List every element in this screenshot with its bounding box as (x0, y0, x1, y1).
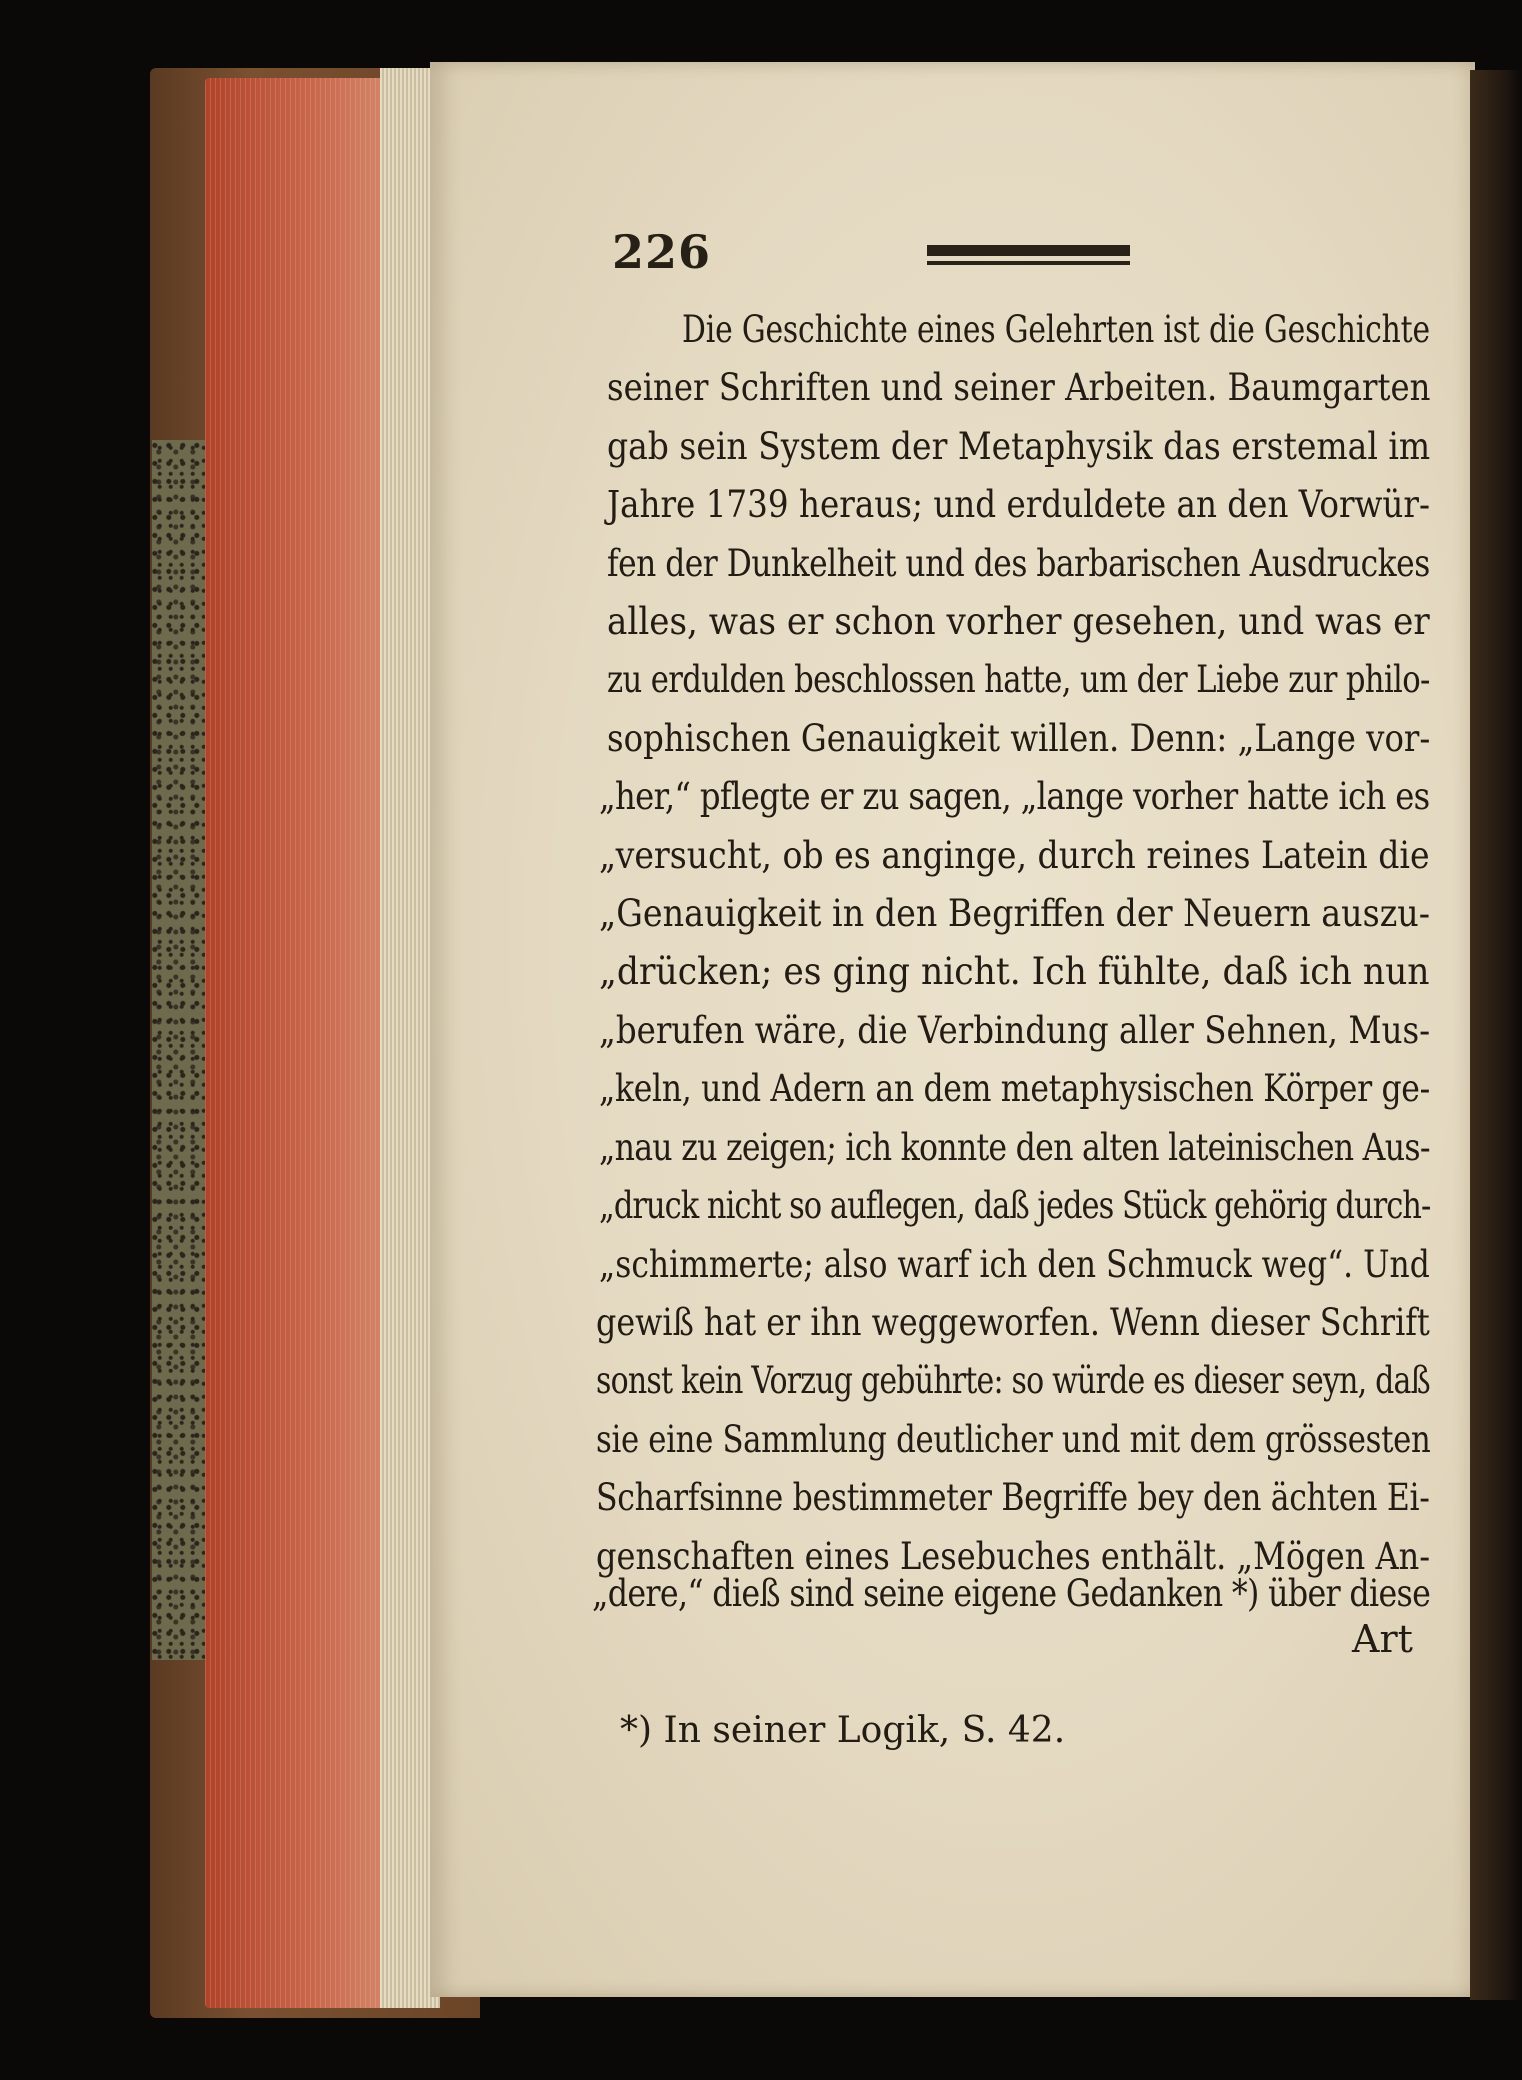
text-line: fen der Dunkelheit und des barbarischen Ausdruckes (607, 541, 1430, 585)
text-line: Scharfsinne bestimmeter Begriffe bey den ächten Ei- (596, 1475, 1430, 1519)
text-line: „nau zu zeigen; ich konnte den alten lateinischen Aus- (599, 1125, 1430, 1169)
text-line: „Genauigkeit in den Begriffen der Neuern auszu- (599, 891, 1431, 935)
text-line: gab sein System der Metaphysik das erstemal im (607, 424, 1431, 468)
text-line: „druck nicht so auflegen, daß jedes Stück gehörig durch- (599, 1183, 1431, 1227)
text-line: „schimmerte; also warf ich den Schmuck weg“. Und (599, 1242, 1430, 1286)
text-line: „drücken; es ging nicht. Ich fühlte, daß ich nun (599, 949, 1430, 993)
text-line: „her,“ pflegte er zu sagen, „lange vorher hatte ich es (599, 774, 1430, 818)
text-line: sophischen Genauigkeit willen. Denn: „Lange vor- (607, 716, 1431, 760)
text-line: alles, was er schon vorher gesehen, und was er (607, 599, 1430, 643)
footnote: *) In seiner Logik, S. 42. (620, 1710, 1066, 1751)
catchword: Art (1352, 1617, 1413, 1661)
page-number: 226 (612, 225, 712, 279)
text-line: „dere,“ dieß sind seine eigene Gedanken *) über diese (592, 1571, 1431, 1615)
text-line: sonst kein Vorzug gebührte: so würde es dieser seyn, daß (596, 1358, 1430, 1402)
text-line: Die Geschichte eines Gelehrten ist die Geschichte (682, 307, 1430, 351)
text-line: gewiß hat er ihn weggeworfen. Wenn dieser Schrift (596, 1300, 1430, 1344)
text-line: genschaften eines Lesebuches enthält. „Mögen An- (596, 1534, 1431, 1578)
gutter-shadow (1470, 70, 1522, 2000)
text-line: sie eine Sammlung deutlicher und mit dem grössesten (596, 1417, 1431, 1461)
text-line: „berufen wäre, die Verbindung aller Sehnen, Mus- (599, 1008, 1431, 1052)
text-line: zu erdulden beschlossen hatte, um der Liebe zur philo- (607, 657, 1430, 701)
text-line: „keln, und Adern an dem metaphysischen Körper ge- (599, 1066, 1430, 1110)
text-line: seiner Schriften und seiner Arbeiten. Baumgarten (607, 365, 1431, 409)
text-line: Jahre 1739 heraus; und erduldete an den Vorwür- (607, 482, 1431, 526)
header-rule (927, 245, 1130, 269)
text-line: „versucht, ob es anginge, durch reines Latein die (599, 833, 1430, 877)
